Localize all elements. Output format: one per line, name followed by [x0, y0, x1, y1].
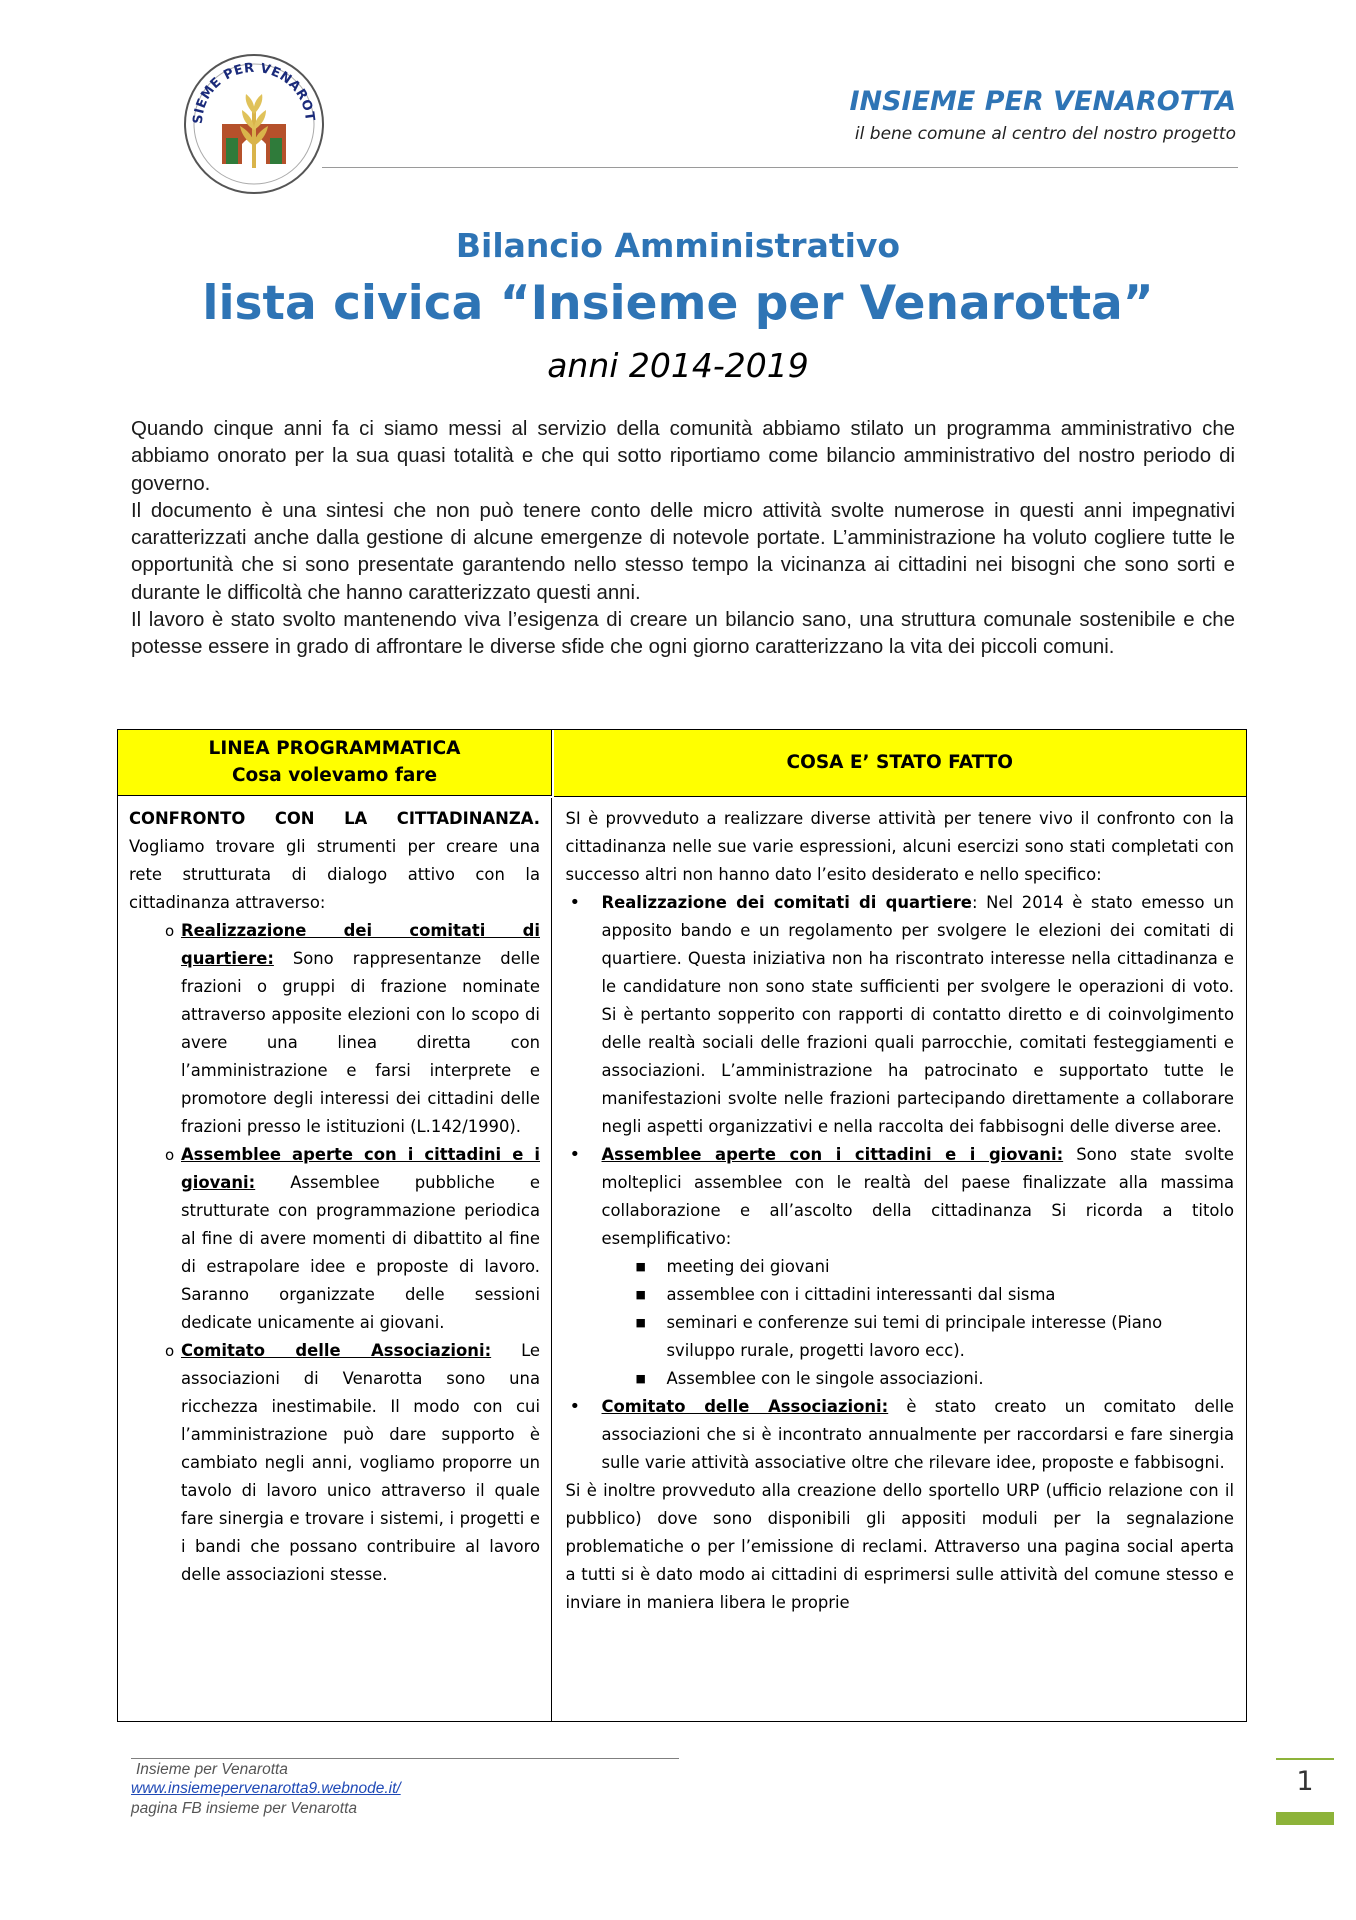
logo: [182, 52, 326, 196]
bullet-icon: •: [569, 891, 581, 913]
circle-bullet-icon: o: [165, 1341, 175, 1360]
footer-facebook: pagina FB insieme per Venarotta: [131, 1800, 358, 1817]
intro-text: [131, 416, 1235, 662]
square-bullet-icon: ■: [635, 1315, 646, 1329]
item-text: è stato creato un comitato delle associazioni che si è incontrato annualmente per raccordarsi e fare sinergia sulle varie attività associative oltre che rilevare idee, proposte e fabbisogni.: [601, 1396, 1234, 1472]
page-number-bar: [1276, 1812, 1334, 1825]
circle-bullet-icon: o: [165, 921, 175, 940]
document-subtitle: lista civica “Insieme per Venarotta”: [202, 276, 1154, 331]
intro-paragraph: Il lavoro è stato svolto mantenendo viva l’esigenza di creare un bilancio sano, una struttura comunale sostenibile e che potesse essere in grado di affrontare le diverse sfide che ogni giorno caratterizzano la vita dei piccoli comuni.: [131, 609, 1235, 659]
sub-item-text: Assemblee con le singole associazioni.: [666, 1368, 984, 1388]
table-header-left: [118, 730, 552, 796]
document-period: anni 2014-2019: [547, 346, 809, 385]
right-lead: SI è provveduto a realizzare diverse attività per tenere vivo il confronto con la cittadinanza nelle sue varie espressioni, alcuni esercizi sono stati completati con successo altri non hanno dato l’esito desiderato e nello specifico:: [565, 808, 1234, 884]
list-item: [566, 1393, 1235, 1477]
header-line: Cosa volevamo fare: [231, 765, 438, 786]
section-heading: CONFRONTO CON LA CITTADINANZA.: [129, 808, 540, 828]
table-cell-left: [118, 798, 552, 1722]
sub-list-item: [566, 1309, 1235, 1365]
closing-paragraph: Si è inoltre provveduto alla creazione dello sportello URP (ufficio relazione con il pubblico) dove sono disponibili gli appositi moduli per la segnalazione problematiche o per l’emissione di reclami. Attraverso una pagina social aperta a tutti si è dato modo ai cittadini di esprimersi sulle attività del comune stesso e inviare in maniera libera le proprie: [565, 1480, 1234, 1612]
item-text: Assemblee pubbliche e strutturate con programmazione periodica al fine di avere momenti di dibattito al fine di estrapolare idee e proposte di lavoro. Saranno organizzate delle sessioni dedicate unicamente ai giovani.: [181, 1172, 540, 1332]
sub-item-text: seminari e conferenze sui temi di principale interesse (Piano sviluppo rurale, progetti lavoro ecc).: [666, 1312, 1163, 1360]
footer-website-link[interactable]: www.insiemepervenarotta9.webnode.it/: [131, 1780, 401, 1797]
program-table: [117, 729, 1247, 1722]
sub-item-text: meeting dei giovani: [666, 1256, 830, 1276]
square-bullet-icon: ■: [635, 1287, 646, 1301]
item-title: Comitato delle Associazioni:: [181, 1340, 492, 1360]
intro-paragraph: Il documento è una sintesi che non può tenere conto delle micro attività svolte numerose in questi anni impegnativi caratterizzati anche dalla gestione di alcune emergenze di notevole portate. L’amministrazione ha voluto cogliere tutte le opportunità che si sono presentate garantendo nello stesso tempo la vicinanza ai cittadini nei bisogni che sono sorti e durante le difficoltà che hanno caratterizzato questi anni.: [131, 499, 1235, 604]
square-bullet-icon: ■: [635, 1371, 646, 1385]
document-title: Bilancio Amministrativo: [455, 226, 901, 265]
item-text: Le associazioni di Venarotta sono una ricchezza inestimabile. Il modo con cui l’amministrazione può dare supporto è cambiato negli anni, vogliamo proporre un tavolo di lavoro unico attraverso il quale fare sinergia e trovare i sistemi, i progetti e i bandi che possano contribuire al lavoro delle associazioni stesse.: [181, 1340, 540, 1584]
item-title: Assemblee aperte con i cittadini e i giovani:: [601, 1144, 1064, 1164]
table-cell-right: [554, 798, 1247, 1722]
sub-item-text: assemblee con i cittadini interessanti dal sisma: [666, 1284, 1056, 1304]
header-line: LINEA PROGRAMMATICA: [208, 738, 461, 759]
intro-paragraph: Quando cinque anni fa ci siamo messi al servizio della comunità abbiamo stilato un programma amministrativo che abbiamo onorato per la sua quasi totalità e che qui sotto riportiamo come bilancio amministrativo del nostro periodo di governo.: [131, 418, 1235, 495]
section-lead: Vogliamo trovare gli strumenti per creare una rete strutturata di dialogo attivo con la cittadinanza attraverso:: [129, 836, 540, 912]
table-header-right: COSA E’ STATO FATTO: [554, 730, 1247, 797]
list-item: [566, 889, 1235, 1141]
item-title: Realizzazione dei comitati di quartiere: [601, 892, 972, 912]
list-item: [129, 1141, 540, 1337]
page-number-rule: [1276, 1758, 1334, 1760]
list-item: [129, 917, 540, 1141]
footer-divider: [131, 1758, 679, 1759]
sub-list-item: [566, 1253, 1235, 1281]
bullet-icon: •: [569, 1395, 581, 1417]
bullet-icon: •: [569, 1143, 581, 1165]
item-text: : Nel 2014 è stato emesso un apposito bando e un regolamento per svolgere le elezioni dei comitati di quartiere. Questa iniziativa non ha riscontrato interesse nella cittadinanza e le candidature non sono state sufficienti per svolgere le operazioni di voto. Si è pertanto sopperito con rapporti di contatto diretto e di coinvolgimento delle realtà sociali delle frazioni quali parrocchie, comitati festeggiamenti e associazioni. L’amministrazione ha patrocinato e supportato tutte le manifestazioni svolte nelle frazioni partecipando direttamente a collaborare negli aspetti organizzativi e nella raccolta dei fabbisogni delle diverse aree.: [601, 892, 1234, 1136]
item-title: Comitato delle Associazioni:: [601, 1396, 889, 1416]
left-intro: [129, 805, 540, 917]
item-title: Realizzazione dei comitati di quartiere:: [181, 920, 540, 968]
square-bullet-icon: ■: [635, 1259, 646, 1273]
footer-org: Insieme per Venarotta: [136, 1761, 288, 1778]
header-divider: [322, 167, 1238, 168]
org-name: INSIEME PER VENAROTTA: [849, 86, 1236, 117]
page-number: 1: [1296, 1766, 1314, 1797]
item-text: Sono rappresentanze delle frazioni o gruppi di frazione nominate attraverso apposite elezioni con lo scopo di avere una linea diretta con l’amministrazione e farsi interprete e promotore degli interessi dei cittadini delle frazioni presso le istituzioni (L.142/1990).: [181, 948, 540, 1136]
item-title: Assemblee aperte con i cittadini e i giovani:: [181, 1144, 540, 1192]
item-text: Sono state svolte molteplici assemblee con le realtà del paese finalizzate alla massima collaborazione e all’ascolto della cittadinanza Si ricorda a titolo esemplificativo:: [601, 1144, 1234, 1248]
list-item: [566, 1141, 1235, 1253]
logo-text: SIEME PER VENAROT: [190, 60, 318, 125]
list-item: [129, 1337, 540, 1589]
sub-list-item: [566, 1365, 1235, 1393]
org-motto: il bene comune al centro del nostro progetto: [854, 124, 1236, 144]
sub-list-item: [566, 1281, 1235, 1309]
circle-bullet-icon: o: [165, 1145, 175, 1164]
